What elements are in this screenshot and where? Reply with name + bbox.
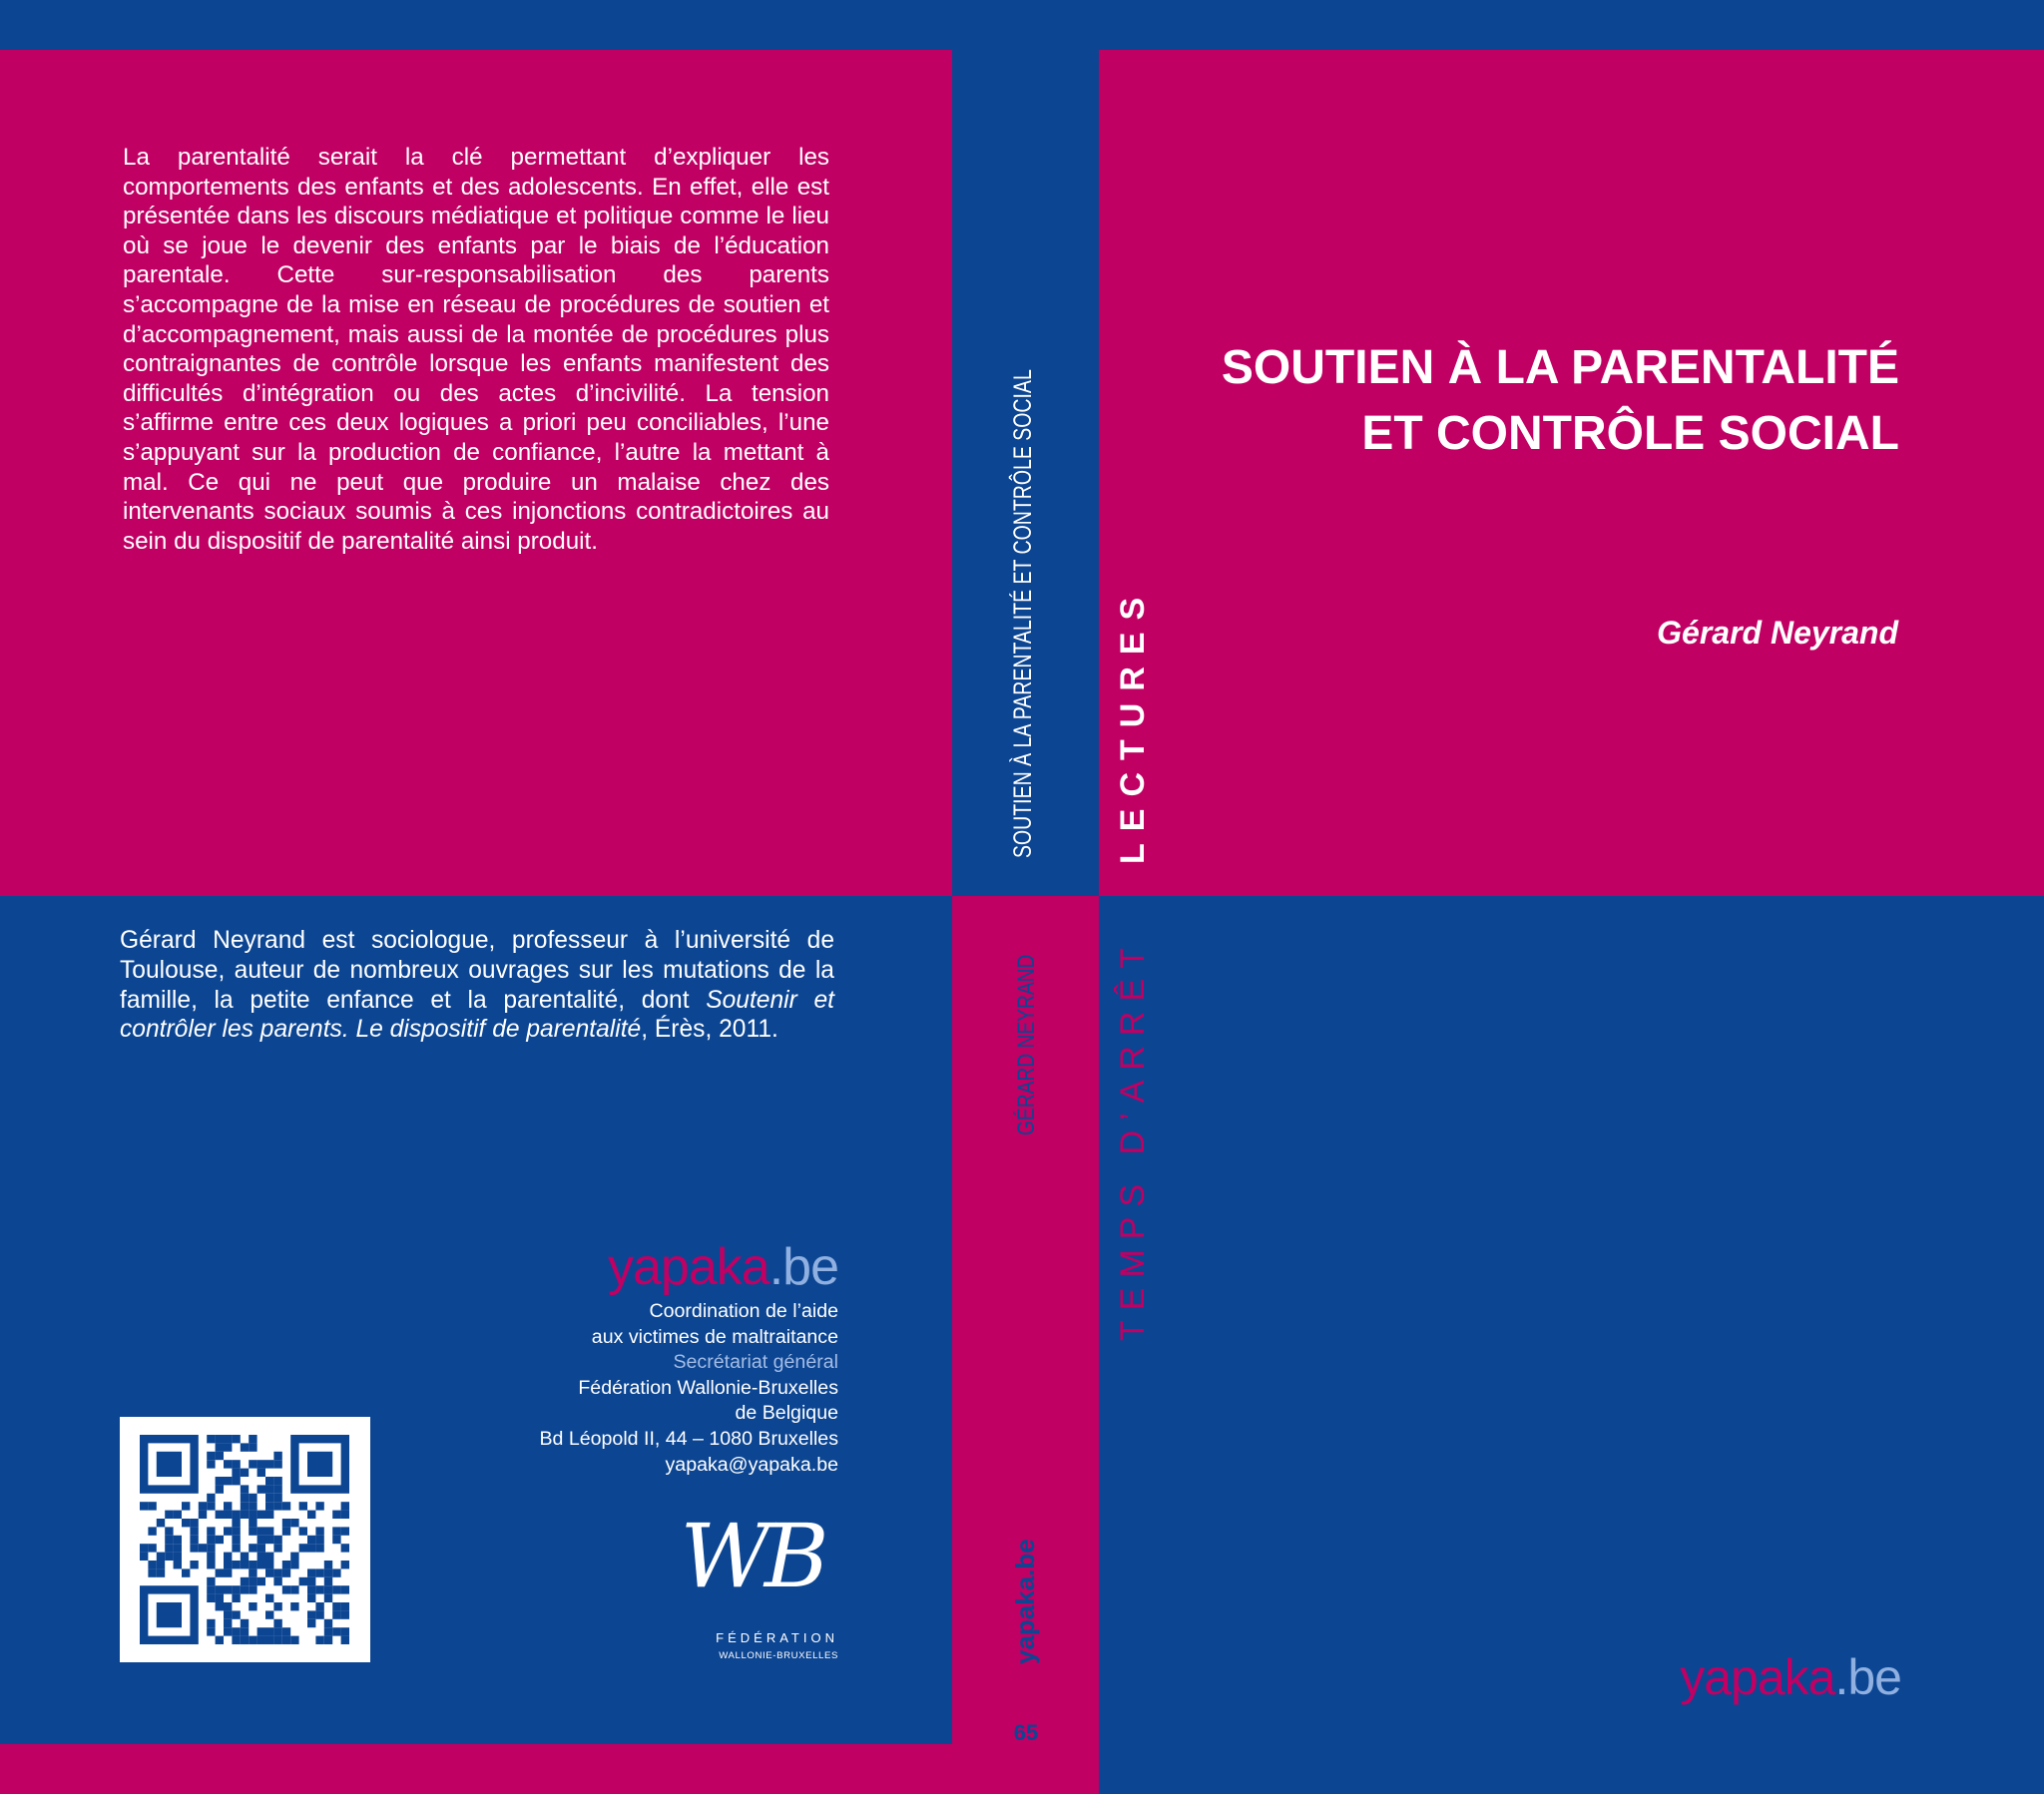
qr-code — [120, 1417, 370, 1662]
spine-publisher: yapaka.be — [1010, 1539, 1040, 1664]
author-bio — [120, 926, 834, 1045]
front-yapaka-logo-domain: .be — [1834, 1649, 1901, 1705]
yapaka-logo-name: yapaka — [608, 1238, 769, 1296]
author-bio-text: Gérard Neyrand est sociologue, professeur à l’université de Toulouse, auteur de nombreux ouvrages sur les mutations de la famille, la petite enfance et la parentalité, dont — [120, 927, 834, 1014]
spine-title: SOUTIEN À LA PARENTALITÉ ET CONTRÔLE SOCIAL — [1009, 369, 1037, 858]
book-reference: Soutenir et contrôler les parents. Le dispositif de parentalité — [120, 986, 834, 1044]
front-cover-top-panel — [1099, 50, 2044, 896]
fwb-label-federation: FÉDÉRATION — [716, 1630, 838, 1645]
publisher-email: yapaka@yapaka.be — [665, 1453, 838, 1476]
spine-author: GÉRARD NEYRAND — [1013, 954, 1040, 1135]
publisher-line: Fédération Wallonie-Bruxelles — [578, 1376, 838, 1399]
yapaka-logo — [608, 1238, 838, 1296]
publisher-line: Coordination de l’aide — [649, 1300, 838, 1322]
book-title-line1: SOUTIEN À LA PARENTALITÉ — [1221, 341, 1899, 394]
publisher-line: de Belgique — [735, 1402, 838, 1425]
series-temps-darret: TEMPS D’ARRÊT — [1114, 938, 1152, 1341]
fwb-logo: WB — [680, 1505, 823, 1607]
back-cover-summary: La parentalité serait la clé permettant d’expliquer les comportements des enfants et des adolescents. En effet, elle est présentée dans les discours médiatique et politique comme le lieu où se joue le devenir des enfants par le biais de l’éducation parentale. Cette sur-responsabilisation des parents s’accompagne de la mise en réseau de procédures de soutien et d’accompagnement, mais aussi de la montée de procédures plus contraignantes de contrôle lorsque les enfants manifestent des difficultés d’intégration ou des actes d’incivilité. La tension s’affirme entre ces deux logiques a priori peu conciliables, l’une s’appuyant sur la production de confiance, l’autre la mettant à mal. Ce qui ne peut que produire un malaise chez des intervenants sociaux soumis à ces injonctions contradictoires au sein du dispositif de parentalité ainsi produit. — [123, 144, 829, 555]
series-lectures: LECTURES — [1114, 585, 1152, 864]
front-yapaka-logo — [1680, 1649, 1901, 1705]
book-title-line2: ET CONTRÔLE SOCIAL — [1361, 407, 1899, 460]
publisher-line: Bd Léopold II, 44 – 1080 Bruxelles — [539, 1427, 838, 1450]
front-yapaka-logo-name: yapaka — [1680, 1649, 1835, 1705]
back-cover-bottom-strip — [0, 1744, 952, 1794]
book-author: Gérard Neyrand — [1657, 615, 1898, 651]
author-bio-end: , Érès, 2011. — [641, 1016, 778, 1044]
book-title — [1001, 335, 1899, 467]
publisher-line: Secrétariat général — [673, 1351, 838, 1374]
spine-number: 65 — [1013, 1720, 1039, 1745]
yapaka-logo-domain: .be — [768, 1238, 838, 1296]
qr-code-card — [120, 1417, 370, 1662]
publisher-address — [339, 1299, 838, 1478]
fwb-label-region: WALLONIE-BRUXELLES — [719, 1650, 838, 1661]
publisher-line: aux victimes de maltraitance — [591, 1325, 838, 1348]
